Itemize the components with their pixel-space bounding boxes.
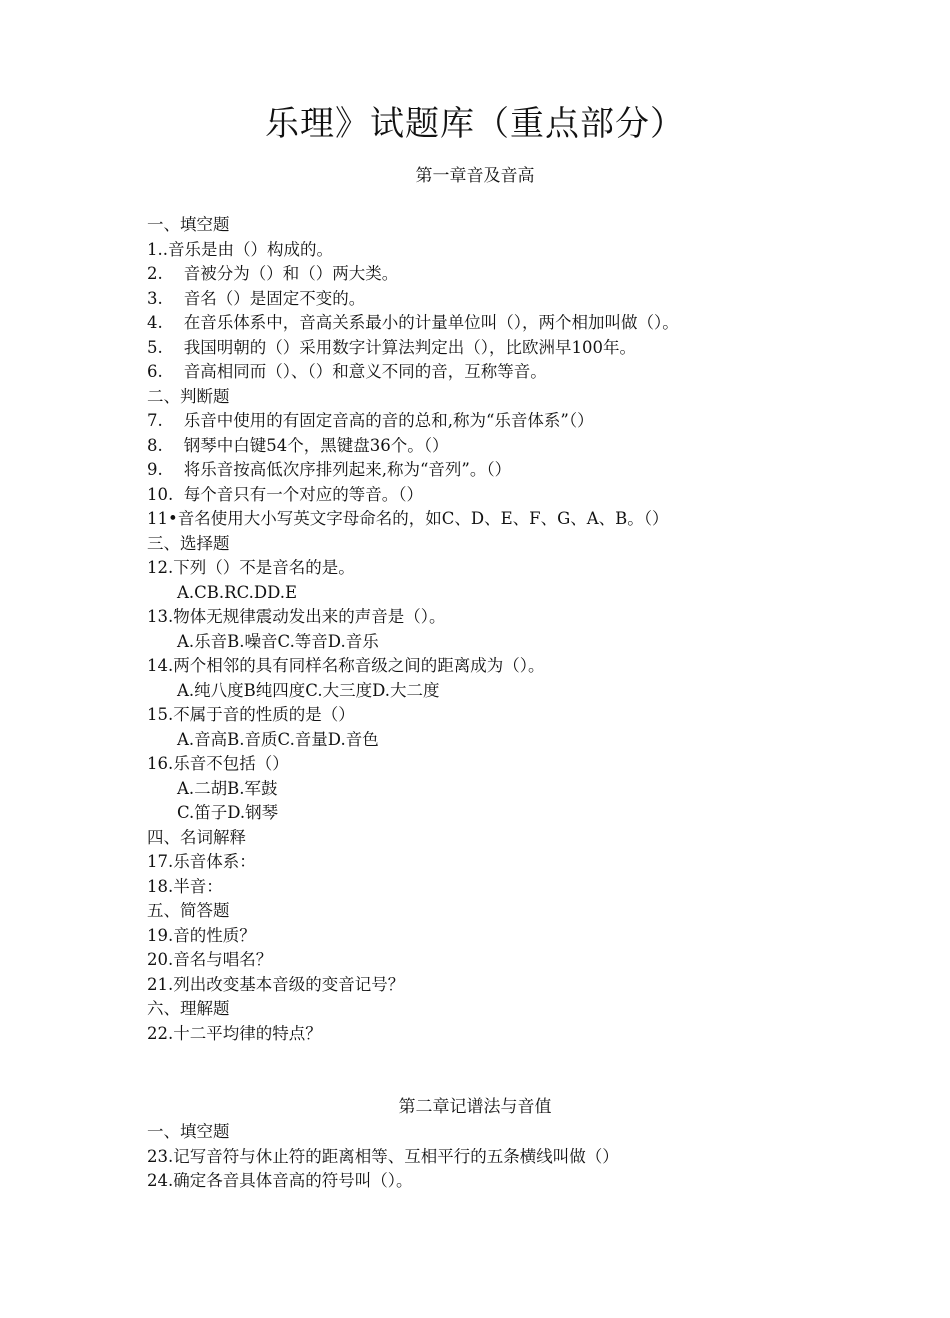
question-line: 2. 音被分为（）和（）两大类。 [147,264,399,283]
answer-options: A.CB.RC.DD.E [177,582,298,602]
question-line: 一、填空题 [147,215,230,234]
question-line: 6. 音高相同而（）、（）和意义不同的音，互称等音。 [147,362,547,381]
document-title: 乐理》试题库（重点部分） [265,104,685,144]
question-line: 23.记写音符与休止符的距离相等、互相平行的五条横线叫做（） [147,1146,619,1166]
question-line: 四、名词解释 [147,827,246,847]
question-line: 11•音名使用大小写英文字母命名的，如C、D、E、F、G、A、B。（） [147,509,669,528]
answer-options: A.纯八度B纯四度C.大三度D.大二度 [177,680,440,700]
chapter-1-heading: 第一章音及音高 [415,166,535,186]
question-line: 24.确定各音具体音高的符号叫（）。 [147,1171,413,1190]
question-line: 1..音乐是由（）构成的。 [147,239,333,259]
question-line: 7. 乐音中使用的有固定音高的音的总和,称为“乐音体系”（） [147,411,594,430]
question-line: 4. 在音乐体系中，音高关系最小的计量单位叫（），两个相加叫做（）。 [147,313,679,332]
question-line: 21.列出改变基本音级的变音记号？ [147,974,405,994]
question-line: 10. 每个音只有一个对应的等音。（） [147,484,423,504]
chapter-2-heading: 第二章记谱法与音值 [398,1097,552,1117]
question-line: 三、选择题 [147,533,230,553]
question-line: 18.半音： [147,876,223,896]
question-line: 3. 音名（）是固定不变的。 [147,288,366,308]
answer-options: A.二胡B.军鼓 [177,778,278,798]
question-line: 五、简答题 [147,901,230,920]
question-line: 8. 钢琴中白键54个，黑键盘36个。（） [147,435,449,455]
question-line: 9. 将乐音按高低次序排列起来,称为“音列”。（） [147,460,512,479]
question-line: 20.音名与唱名？ [147,950,273,969]
question-line: 17.乐音体系： [147,852,256,871]
question-line: 5. 我国明朝的（）采用数字计算法判定出（），比欧洲早100年。 [147,337,636,357]
question-line: 六、理解题 [147,999,230,1018]
chapter-1-questions [147,213,847,1046]
answer-options: A.乐音B.噪音C.等音D.音乐 [177,631,379,651]
chapter-2-questions [147,1120,847,1194]
question-line: 13.物体无规律震动发出来的声音是（）。 [147,607,446,626]
question-line: 二、判断题 [147,386,230,406]
question-line: 12.下列（）不是音名的是。 [147,558,355,577]
question-line: 19.音的性质？ [147,925,256,945]
question-line: 16.乐音不包括（） [147,754,289,773]
answer-options: C.笛子D.钢琴 [177,803,279,822]
question-line: 22.十二平均律的特点？ [147,1023,322,1043]
question-line: 14.两个相邻的具有同样名称音级之间的距离成为（）。 [147,656,545,675]
answer-options: A.音高B.音质C.音量D.音色 [177,729,379,749]
question-line: 15.不属于音的性质的是（） [147,705,355,724]
question-line: 一、填空题 [147,1122,230,1141]
